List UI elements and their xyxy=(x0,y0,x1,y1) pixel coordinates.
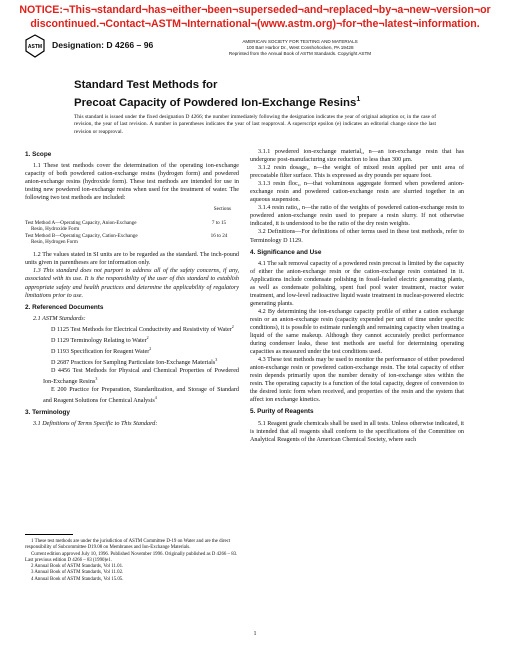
reference-item: D 1125 Test Methods for Electrical Conductivity and Resistivity of Water$^2$ xyxy=(51,323,234,333)
method-a-sections: 7 to 15 xyxy=(211,219,227,226)
footnote-4: 4 Annual Book of ASTM Standards, Vol 15.05. xyxy=(31,576,124,582)
section-1-heading: 1. Scope xyxy=(25,151,52,158)
section-5-heading: 5. Purity of Reagents xyxy=(250,408,314,416)
methods-table xyxy=(25,206,239,245)
designation: Designation: D 4266 – 96 xyxy=(52,40,154,50)
document-title xyxy=(74,79,434,110)
reference-item: D 1129 Terminology Relating to Water$^2$ xyxy=(51,334,149,344)
para-2-1: 2.1 ASTM Standards: xyxy=(33,315,86,322)
notice-banner xyxy=(6,3,504,31)
para-5-1: 5.1 Reagent grade chemicals shall be used in all tests. Unless otherwise indicated, it is intended that all reagents shall conform to the specifications of the Committee on Analytical Reagents of the American Chemical Society, where such xyxy=(250,420,464,443)
method-b-label: Test Method B—Operating Capacity, Cation-Exchange xyxy=(25,232,138,239)
astm-logo-icon xyxy=(25,34,45,58)
para-1-1: 1.1 These test methods cover the determination of the operating ion-exchange capacity of both powdered cation-exchange resins (hydrogen form) and powdered anion-exchange resins (hydroxide form). These test methods are intended for use in testing new powdered ion-exchange resins when used for the treatment of water. The following two test methods are included: xyxy=(25,163,239,202)
reference-list xyxy=(25,323,239,406)
page-number: 1 xyxy=(253,631,257,637)
left-column xyxy=(25,147,239,428)
publisher-line-2: 100 Barr Harbor Dr., West Conshohocken, PA 19428 xyxy=(246,45,354,50)
para-3-1-4: 3.1.4 resin ratio,, n—the ratio of the weights of powdered cation-exchange resin to powdered anion-exchange resin used to prepare a resin slurry. If not otherwise indicated, it is understood to be the ratio of the dry resin weights. xyxy=(250,205,464,228)
para-4-2: 4.2 By determining the ion-exchange capacity profile of either a cation exchange resin or an anion-exchange resin (capacity expended per unit of time under specific conditions), it is possible to estimate runlength and remaining capacity when treating a liquid of the same makeup. Although they cannot accurately predict performance during condenser leaks, these test methods are useful for determining operating capacities as measured under the test conditions used. xyxy=(250,308,464,356)
footnote-2: 2 Annual Book of ASTM Standards, Vol 11.01. xyxy=(31,564,124,570)
section-3-heading: 3. Terminology xyxy=(25,409,70,417)
footnote-1: 1 These test methods are under the jurisdiction of ASTM Committee D-19 on Water and are the direct responsibility of Subcommittee D19.08 on Membranes and Ion-Exchange Materials. xyxy=(25,539,231,551)
title-line-2: Precoat Capacity of Powdered Ion-Exchange Resins xyxy=(74,96,357,109)
para-4-1: 4.1 The salt removal capacity of a powdered resin precoat is limited by the capacity of either the anion-exchange resin or the cation-exchange resin contained in it. Applications include condensate polishing in fossil-fueled electric generating plants, as well as condensate polishing, spent fuel pool water treatment, reactor water treatment, and low-level radioactive liquid waste treatment in nuclear-powered electric generating plants. xyxy=(250,260,464,307)
para-3-1-3: 3.1.3 resin floc,, n—that voluminous aggregate formed when powdered anion-exchange resin and powdered cation-exchange resin are slurried together in an aqueous suspension. xyxy=(250,181,464,204)
method-a-label: Test Method A—Operating Capacity, Anion-Exchange xyxy=(25,219,137,226)
method-b-sections: 16 to 24 xyxy=(210,232,228,239)
section-2-heading: 2. Referenced Documents xyxy=(25,303,104,311)
footnotes xyxy=(25,539,239,583)
method-b-row xyxy=(25,233,239,239)
para-3-1-1: 3.1.1 powdered ion-exchange material,, n—an ion-exchange resin that has undergone post-manufacturing size reduction to less than 300 μm. xyxy=(250,149,464,164)
method-b-label-cont: Resin, Hydrogen Form xyxy=(31,238,78,245)
publisher-line-1: AMERICAN SOCIETY FOR TESTING AND MATERIALS xyxy=(242,39,358,44)
para-3-1-2: 3.1.2 resin dosage,, n—the weight of mixed resin applied per unit area of precoatable filter surface. This is expressed as dry pounds per square foot. xyxy=(250,165,464,180)
reference-item: D 2687 Practices for Sampling Particulate Ion-Exchange Materials$^3$ xyxy=(51,356,218,367)
logo-text: ASTM xyxy=(27,44,43,50)
publisher-info xyxy=(180,39,420,57)
para-1-3: 1.3 This standard does not purport to address all of the safety concerns, if any, associated with its use. It is the responsibility of the user of this standard to establish appropriate safety and health practices and determine the applicability of regulatory limitations prior to use. xyxy=(25,268,239,299)
right-column xyxy=(250,148,464,444)
notice-line-1: NOTICE:¬This¬standard¬has¬either¬been¬superseded¬and¬replaced¬by¬a¬new¬version¬or xyxy=(19,4,491,16)
footnote-edition: Current edition approved July 10, 1996. Published November 1996. Originally published as D 4266 – 83. Last previous edition D 4266 – 83 (1990)e1. xyxy=(25,551,238,563)
para-4-3: 4.3 These test methods may be used to monitor the performance of either powdered anion-exchange resin or powdered cation-exchange resin. The total capacity of either resin depends primarily upon the number density of ion-exchange sites within the resin. The operating capacity is a function of the total capacity, degree of conversion to the desired ionic form when received, and properties of the resin and the system that affect ion exchange kinetics. xyxy=(250,357,464,404)
para-3-2: 3.2 Definitions—For definitions of other terms used in these test methods, refer to Terminology D 1129. xyxy=(250,229,464,244)
section-4-heading: 4. Significance and Use xyxy=(250,248,322,256)
title-line-1: Standard Test Methods for xyxy=(74,79,218,91)
para-1-2: 1.2 The values stated in SI units are to be regarded as the standard. The inch-pound units given in parentheses are for information only. xyxy=(25,252,239,267)
notice-line-2: discontinued.¬Contact¬ASTM¬International¬(www.astm.org)¬for¬the¬latest¬information. xyxy=(30,18,480,30)
methods-header: Sections xyxy=(213,206,231,213)
reference-item: D 1193 Specification for Reagent Water$^2$ xyxy=(51,345,152,355)
reference-item: D 4456 Test Methods for Physical and Chemical Properties of Powdered Ion-Exchange Resins$^3$ xyxy=(43,368,239,386)
footnote-rule xyxy=(25,534,73,535)
method-a-label-cont: Resin, Hydroxide Form xyxy=(31,226,80,233)
para-3-1: 3.1 Definitions of Terms Specific to This Standard: xyxy=(33,421,158,428)
publisher-line-3: Reprinted from the Annual Book of ASTM Standards. Copyright ASTM xyxy=(228,51,372,56)
title-footnote-ref: 1 xyxy=(356,95,361,103)
footnote-3: 3 Annual Book of ASTM Standards, Vol 11.02. xyxy=(31,570,124,576)
preface-note: This standard is issued under the fixed designation D 4266; the number immediately following the designation indicates the year of original adoption or, in the case of revision, the year of last revision. A number in parentheses indicates the year of last reapproval. A superscript epsilon (e) indicates an editorial change since the last revision or reapproval. xyxy=(74,114,436,135)
reference-item: E 200 Practice for Preparation, Standardization, and Storage of Standard and Reagent Solutions for Chemical Analysis$^4$ xyxy=(43,387,239,405)
